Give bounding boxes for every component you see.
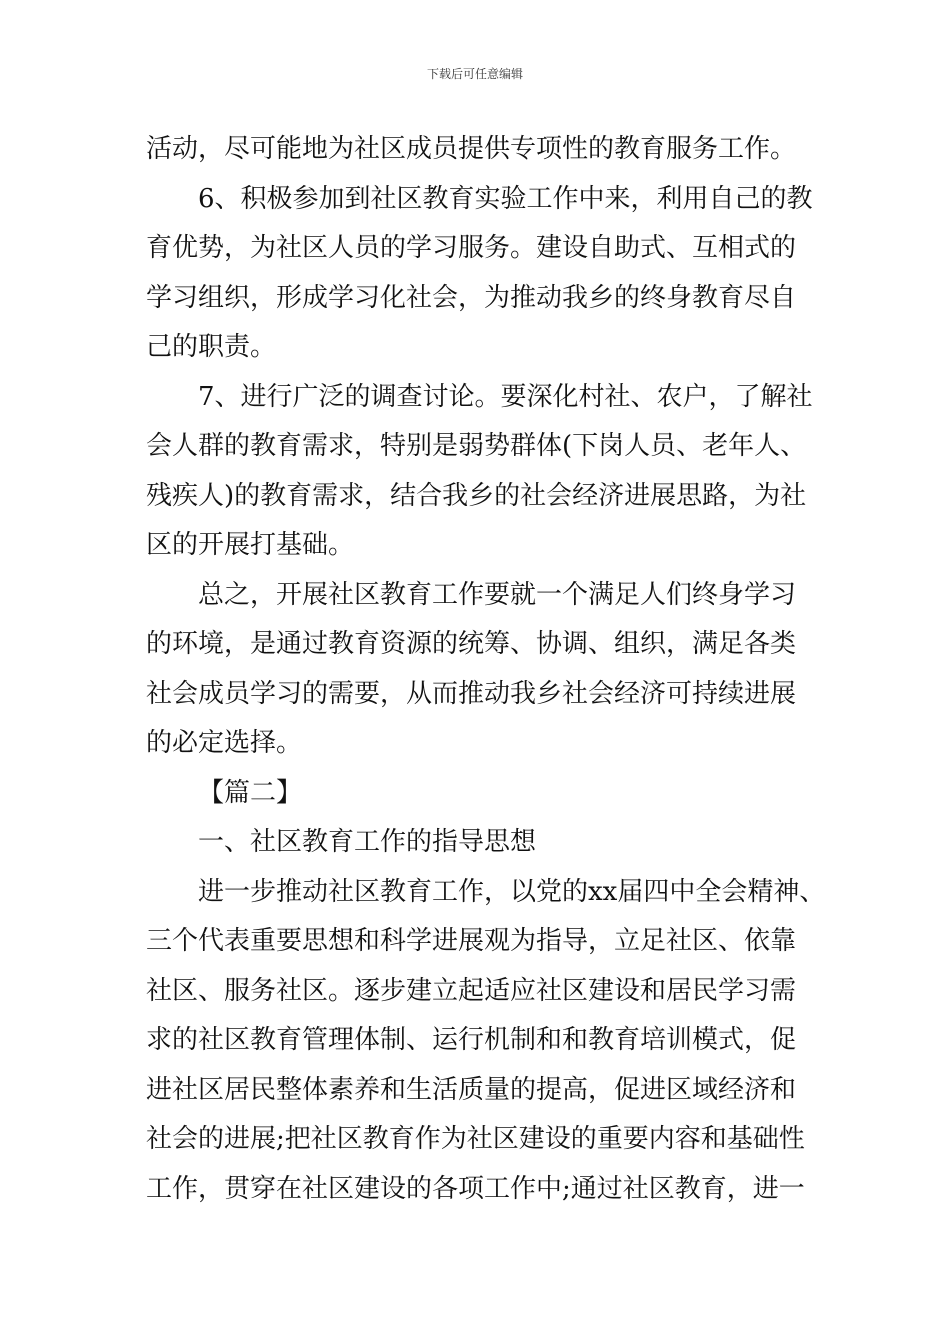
text-line: 残疾人)的教育需求，结合我乡的社会经济进展思路，为社 <box>146 480 807 511</box>
text-line: 活动，尽可能地为社区成员提供专项性的教育服务工作。 <box>146 134 797 164</box>
text-line: 求的社区教育管理体制、运行机制和和教育培训模式，促 <box>146 1025 797 1055</box>
text-line: 三个代表重要思想和科学进展观为指导，立足社区、依靠 <box>146 926 797 956</box>
text-line: 进社区居民整体素养和生活质量的提高，促进区域经济和 <box>146 1074 797 1105</box>
text-line: 7、进行广泛的调查讨论。要深化村社、农户，了解社 <box>198 381 813 412</box>
text-line: 社会成员学习的需要，从而推动我乡社会经济可持续进展 <box>146 678 797 709</box>
text-line: 会人群的教育需求，特别是弱势群体(下岗人员、老年人、 <box>146 431 807 461</box>
text-line: 社区、服务社区。逐步建立起适应社区建设和居民学习需 <box>146 975 797 1006</box>
document-body <box>146 125 826 1214</box>
text-line: 区的开展打基础。 <box>146 530 355 560</box>
text-line: 总之，开展社区教育工作要就一个满足人们终身学习 <box>198 579 797 610</box>
text-line: 社会的进展;把社区教育作为社区建设的重要内容和基础性 <box>146 1124 805 1154</box>
text-line: 进一步推动社区教育工作，以党的xx届四中全会精神、 <box>198 876 826 907</box>
text-line: 6、积极参加到社区教育实验工作中来，利用自己的教 <box>198 183 813 214</box>
text-line: 己的职责。 <box>146 332 277 362</box>
text-line: 的环境，是通过教育资源的统筹、协调、组织，满足各类 <box>146 629 797 659</box>
section-heading: 【篇二】 <box>198 777 303 808</box>
subsection-heading: 一、社区教育工作的指导思想 <box>198 827 537 857</box>
text-line: 学习组织，形成学习化社会，为推动我乡的终身教育尽自 <box>146 282 797 313</box>
text-line: 的必定选择。 <box>146 728 303 758</box>
text-line: 工作，贯穿在社区建设的各项工作中;通过社区教育，进一 <box>146 1173 805 1204</box>
header-note: 下载后可任意编辑 <box>426 67 523 81</box>
text-line: 育优势，为社区人员的学习服务。建设自助式、互相式的 <box>146 233 797 263</box>
